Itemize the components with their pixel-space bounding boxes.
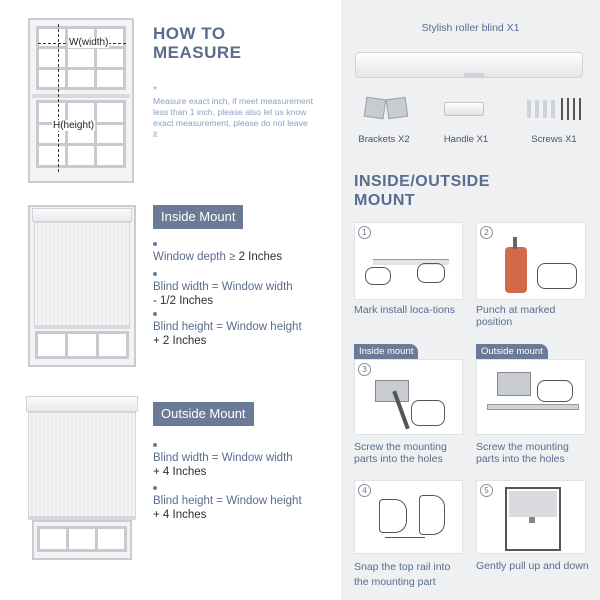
outside-mount-tab: Outside mount — [476, 344, 548, 359]
title-line-2: MOUNT — [354, 192, 416, 209]
step-3-outside-caption: Screw the mounting parts into the holes — [476, 441, 569, 465]
right-panel — [341, 0, 600, 600]
step-number: 5 — [480, 484, 493, 497]
screws-image — [523, 96, 583, 122]
title-line-1: HOW TO — [153, 24, 226, 43]
window-frame-rail — [487, 404, 579, 410]
width-label: W(width) — [69, 37, 109, 48]
measure-note: Measure exact inch, if meet measurement less than 1 inch, please also let us know exact measurement, please do not leave it — [153, 96, 314, 139]
hand — [537, 380, 573, 402]
outside-spec-height: Blind height = Window height + 4 Inches — [153, 495, 302, 521]
inside-mount-illustration — [28, 205, 136, 367]
step-2-caption: Punch at marked position — [476, 304, 556, 328]
blind-headrail — [32, 208, 132, 222]
bullet — [153, 486, 157, 490]
window-frame — [32, 520, 132, 560]
lower-sash — [36, 100, 126, 168]
bullet — [153, 272, 157, 276]
step-5-caption: Gently pull up and down — [476, 560, 589, 572]
inside-mount-tab: Inside mount — [354, 344, 418, 359]
bottom-rail — [34, 325, 130, 329]
bullet — [153, 312, 157, 316]
step-number: 3 — [358, 363, 371, 376]
step-number: 2 — [480, 226, 493, 239]
step-5-image — [476, 480, 586, 554]
measure-window-illustration — [28, 18, 134, 183]
arrow — [385, 537, 425, 538]
step-1-image — [354, 222, 463, 300]
asterisk: * — [153, 85, 157, 96]
inside-spec-width: Blind width = Window width - 1/2 Inches — [153, 281, 293, 307]
handle-image — [444, 102, 484, 116]
hand — [537, 263, 577, 289]
install-title — [354, 172, 490, 210]
inside-spec-depth: Window depth ≥ 2 Inches — [153, 251, 283, 263]
bullet — [153, 242, 157, 246]
outside-mount-illustration — [26, 396, 138, 563]
window-with-blind — [505, 487, 561, 551]
screws-label: Screws X1 — [531, 134, 577, 145]
mounting-part — [419, 495, 445, 535]
drill-icon — [505, 247, 527, 293]
pull-handle — [529, 517, 535, 523]
title-line-2: MEASURE — [153, 43, 242, 62]
hand-right — [417, 263, 445, 283]
package-title: Stylish roller blind X1 — [421, 22, 520, 34]
height-dimension-line — [58, 24, 59, 172]
blind-fabric — [34, 222, 130, 327]
step-4-caption: Snap the top rail into the mounting part — [354, 561, 451, 588]
upper-sash — [36, 26, 126, 90]
roller-blind-image — [355, 52, 583, 78]
outside-spec-width: Blind width = Window width + 4 Inches — [153, 452, 293, 478]
step-number: 4 — [358, 484, 371, 497]
step-2-image — [476, 222, 586, 300]
step-1-caption: Mark install loca-tions — [354, 304, 455, 316]
step-3-image — [354, 359, 463, 435]
brackets-image — [361, 96, 413, 120]
top-rail-end — [379, 499, 407, 533]
outside-mount-tag: Outside Mount — [153, 402, 254, 426]
blind-clip — [464, 73, 484, 77]
bracket — [497, 372, 531, 396]
bullet — [153, 443, 157, 447]
drill-bit — [513, 237, 517, 249]
inside-mount-tag: Inside Mount — [153, 205, 243, 229]
handle-label: Handle X1 — [443, 134, 489, 145]
sash-rail — [32, 94, 130, 98]
blind-headrail — [26, 396, 138, 412]
inside-spec-height: Blind height = Window height + 2 Inches — [153, 321, 302, 347]
step-3-outside-image — [476, 359, 586, 435]
height-label: H(height) — [53, 120, 95, 131]
blind — [509, 491, 557, 517]
step-4-image — [354, 480, 463, 554]
how-to-measure-title — [153, 24, 242, 62]
brackets-label: Brackets X2 — [358, 134, 410, 145]
step-3-inside-caption: Screw the mounting parts into the holes — [354, 441, 447, 465]
blind-fabric — [28, 412, 136, 518]
hand — [411, 400, 445, 426]
window-panes — [37, 526, 127, 552]
step-number: 1 — [358, 226, 371, 239]
window-panes — [35, 331, 129, 359]
title-line-1: INSIDE/OUTSIDE — [354, 173, 490, 190]
hand-left — [365, 267, 391, 285]
